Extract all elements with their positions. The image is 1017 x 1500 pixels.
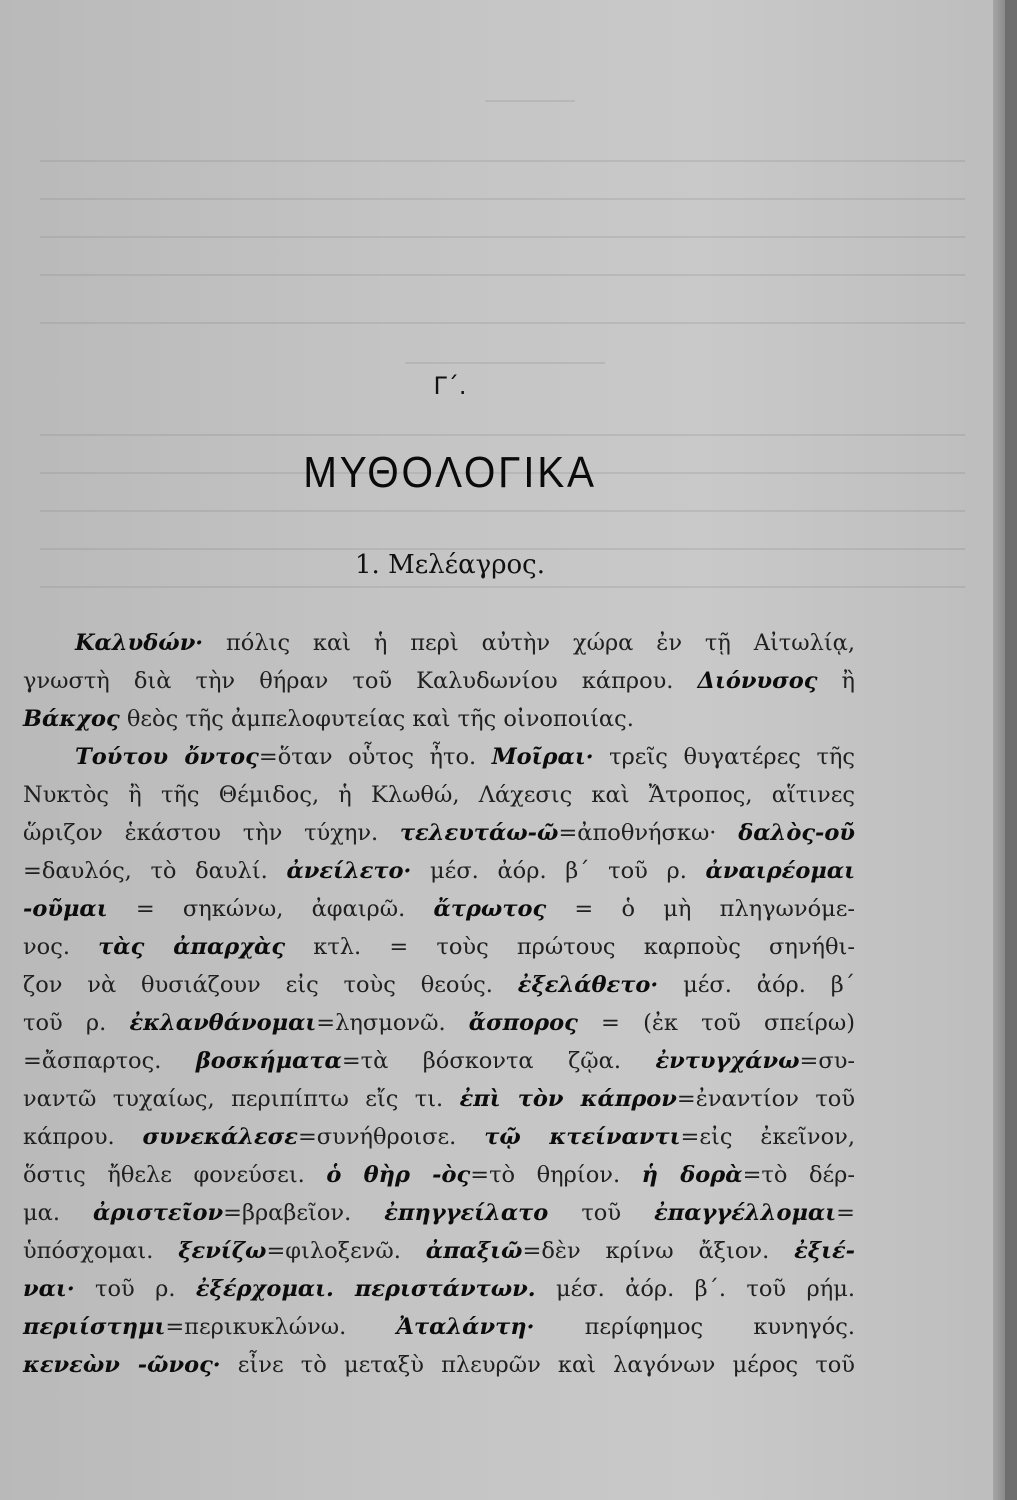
glossary-term: τελευτάω-ῶ	[399, 820, 559, 846]
glossary-definition: ἢ	[817, 668, 855, 694]
glossary-definition: τοῦ ρ.	[23, 1010, 130, 1036]
glossary-term: ἐκλανθάνομαι	[129, 1010, 317, 1036]
glossary-term: ἐξέρχομαι. περιστάντων.	[195, 1276, 536, 1302]
text-line	[23, 624, 855, 662]
glossary-definition: πόλις καὶ ἡ περὶ αὐτὴν χώρα ἐν τῇ Αἰτωλίᾳ,	[203, 630, 855, 656]
glossary-term: ἄτρωτος	[433, 896, 547, 922]
glossary-term: Τούτου ὄντος	[75, 744, 259, 770]
glossary-definition: Νυκτὸς ἢ τῆς Θέμιδος, ἡ Κλωθώ, Λάχεσις καὶ Ἄτροπος, αἵτινες	[23, 782, 855, 808]
page-title: ΜΥΘΟΛΟΓΙΚΑ	[303, 448, 597, 497]
text-line	[23, 662, 855, 700]
glossary-term: Ἀταλάντη·	[396, 1314, 535, 1340]
glossary-definition: =λησμονῶ.	[316, 1010, 469, 1036]
glossary-definition: =συνήθροισε.	[297, 1124, 485, 1150]
glossary-definition: =ἄσπαρτος.	[23, 1048, 196, 1074]
text-line	[23, 1080, 855, 1118]
glossary-definition: νος.	[23, 934, 99, 960]
glossary-definition: =εἰς ἐκεῖνον,	[680, 1124, 855, 1150]
text-line	[23, 1194, 855, 1232]
glossary-definition: =δαυλός, τὸ δαυλί.	[23, 858, 287, 884]
glossary-term: -οῦμαι	[23, 896, 108, 922]
glossary-term: ἄσπορος	[468, 1010, 578, 1036]
glossary-term: ἐξιέ-	[794, 1238, 855, 1264]
glossary-definition: τοῦ	[548, 1200, 655, 1226]
glossary-definition: κάπρου.	[23, 1124, 143, 1150]
text-line	[23, 1004, 855, 1042]
glossary-term: Διόνυσος	[697, 668, 818, 694]
glossary-definition: εἶνε τὸ μεταξὺ πλευρῶν καὶ λαγόνων μέρος τοῦ	[220, 1352, 855, 1378]
glossary-definition: =ἐναντίον τοῦ	[676, 1086, 855, 1112]
glossary-definition: ὥριζον ἑκάστου τὴν τύχην.	[23, 820, 400, 846]
glossary-term: ξενίζω	[178, 1238, 267, 1264]
text-line	[23, 1156, 855, 1194]
glossary-definition: ζον νὰ θυσιάζουν εἰς τοὺς θεούς.	[23, 972, 518, 998]
glossary-text	[23, 624, 855, 1384]
glossary-term: ἐξελάθετο·	[517, 972, 659, 998]
text-line	[23, 890, 855, 928]
glossary-definition: μέσ. ἀόρ. β΄ τοῦ ρ.	[411, 858, 706, 884]
glossary-definition: =ἀποθνήσκω·	[558, 820, 739, 846]
glossary-term: τῷ κτείναντι	[484, 1124, 681, 1150]
glossary-definition: μα.	[23, 1200, 94, 1226]
glossary-definition: =συ-	[799, 1048, 855, 1074]
glossary-term: ἐντυγχάνω	[655, 1048, 800, 1074]
text-line	[23, 1232, 855, 1270]
chapter-heading: 1. Μελέαγρος.	[355, 550, 545, 580]
glossary-definition: =δὲν κρίνω ἄξιον.	[522, 1238, 795, 1264]
glossary-definition: =τὰ βόσκοντα ζῷα.	[341, 1048, 656, 1074]
glossary-definition: θεὸς τῆς ἀμπελοφυτείας καὶ τῆς οἰνοποιίας.	[119, 706, 634, 732]
glossary-term: Καλυδών·	[75, 630, 204, 656]
glossary-definition: περίφημος κυνηγός.	[534, 1314, 856, 1340]
text-line	[23, 1270, 855, 1308]
glossary-definition: =φιλοξενῶ.	[266, 1238, 426, 1264]
text-line	[23, 1308, 855, 1346]
glossary-definition: μέσ. ἀόρ. β΄. τοῦ ρήμ.	[535, 1276, 855, 1302]
glossary-definition: = σηκώνω, ἀφαιρῶ.	[107, 896, 434, 922]
text-line	[23, 928, 855, 966]
glossary-definition: =τὸ θηρίον.	[470, 1162, 642, 1188]
text-line	[23, 776, 855, 814]
glossary-term: Βάκχος	[23, 706, 120, 732]
glossary-term: τὰς ἀπαρχὰς	[98, 934, 286, 960]
glossary-term: ὁ θὴρ -ὸς	[326, 1162, 471, 1188]
glossary-term: ἀπαξιῶ	[425, 1238, 523, 1264]
glossary-term: Μοῖραι·	[491, 744, 594, 770]
text-line	[23, 1118, 855, 1156]
glossary-definition: =βραβεῖον.	[223, 1200, 385, 1226]
glossary-term: ἐπαγγέλλομαι	[654, 1200, 837, 1226]
text-line	[23, 814, 855, 852]
text-line	[23, 966, 855, 1004]
glossary-definition: κτλ. = τοὺς πρώτους καρποὺς σηνήθι-	[285, 934, 855, 960]
glossary-term: ναι·	[23, 1276, 75, 1302]
glossary-definition: ναντῶ τυχαίως, περιπίπτω εἴς τι.	[23, 1086, 460, 1112]
glossary-term: ἀνείλετο·	[286, 858, 412, 884]
glossary-definition: =	[836, 1200, 855, 1226]
glossary-definition: =ὅταν οὗτος ἦτο.	[258, 744, 492, 770]
glossary-definition: = ὁ μὴ πληγωνόμε-	[546, 896, 855, 922]
text-line	[23, 700, 855, 738]
section-letter: Γ΄.	[433, 372, 467, 400]
glossary-term: δαλὸς-οῦ	[738, 820, 855, 846]
glossary-definition: =περικυκλώνω.	[165, 1314, 397, 1340]
text-line	[23, 852, 855, 890]
glossary-definition: μέσ. ἀόρ. β΄	[658, 972, 856, 998]
glossary-term: συνεκάλεσε	[142, 1124, 298, 1150]
page-edge	[993, 0, 1005, 1500]
text-line	[23, 1042, 855, 1080]
glossary-term: περιίστημι	[23, 1314, 166, 1340]
glossary-definition: γνωστὴ διὰ τὴν θήραν τοῦ Καλυδωνίου κάπρου.	[23, 668, 698, 694]
glossary-definition: τοῦ ρ.	[74, 1276, 196, 1302]
glossary-term: ἐπὶ τὸν κάπρον	[459, 1086, 677, 1112]
glossary-term: ἀριστεῖον	[93, 1200, 224, 1226]
glossary-definition: ὅστις ἤθελε φονεύσει.	[23, 1162, 327, 1188]
glossary-definition: τρεῖς θυγατέρες τῆς	[593, 744, 856, 770]
glossary-term: κενεὼν -ῶνος·	[23, 1352, 221, 1378]
text-line	[23, 1346, 855, 1384]
glossary-term: ἀναιρέομαι	[705, 858, 855, 884]
glossary-term: βοσκήματα	[195, 1048, 342, 1074]
glossary-definition: =τὸ δέρ-	[742, 1162, 856, 1188]
text-line	[23, 738, 855, 776]
glossary-definition: ὑπόσχομαι.	[23, 1238, 179, 1264]
glossary-term: ἡ δορὰ	[641, 1162, 743, 1188]
glossary-definition: = (ἐκ τοῦ σπείρω)	[577, 1010, 856, 1036]
glossary-term: ἐπηγγείλατο	[384, 1200, 549, 1226]
